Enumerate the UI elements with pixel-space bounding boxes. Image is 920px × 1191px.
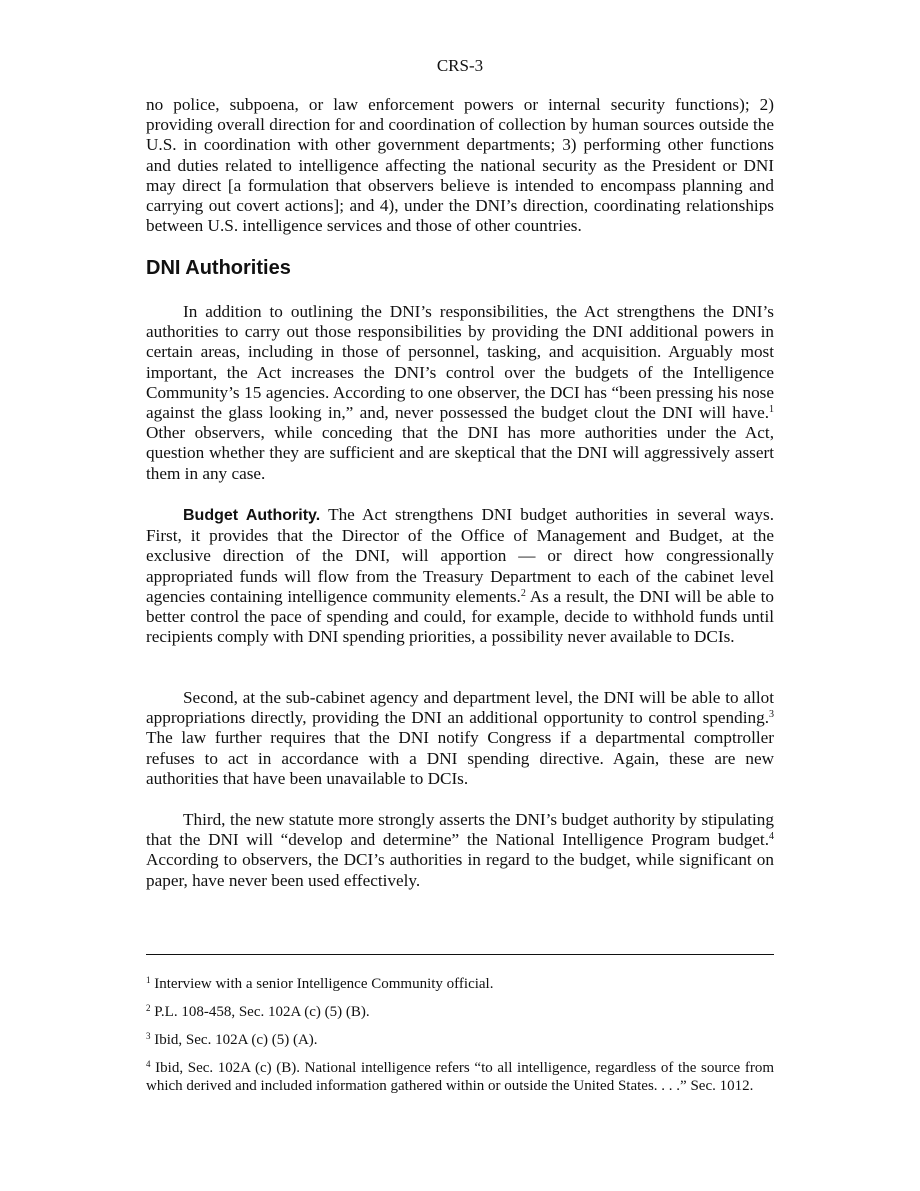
footnote-text: Interview with a senior Intelligence Community official. <box>150 976 494 992</box>
paragraph-text: The law further requires that the DNI notify Congress if a departmental comptroller refuses to act in accordance with a DNI spending directive. Again, these are new authorities that have been unavailable to DCIs. <box>146 728 774 788</box>
footnote-2 <box>146 1003 774 1021</box>
footnote-divider <box>146 954 774 955</box>
page-header: CRS-3 <box>436 56 484 75</box>
footnote-mark: 3 <box>146 1031 151 1041</box>
paragraph-budget-authority <box>146 505 774 647</box>
paragraph-text: As a result, the DNI will be able to better control the pace of spending and could, for example, decide to withhold funds until recipients comply with DNI spending priorities, a possibility never available to DCIs. <box>146 586 775 647</box>
paragraph-text: In addition to outlining the DNI’s responsibilities, the Act strengthens the DNI’s authorities to carry out those responsibilities by providing the DNI additional powers in certain areas, including in those of personnel, tasking, and acquisition. Arguably most important, the Act increases the DNI’s control over the budgets of the Intelligence Community’s 15 agencies. According to one observer, the DCI has “been pressing his nose against the glass looking in,” and, never possessed the budget clout the DNI will have. <box>146 302 774 423</box>
paragraph-text: Second, at the sub-cabinet agency and department level, the DNI will be able to allot appropriations directly, providing the DNI an additional opportunity to control spending. <box>146 688 774 728</box>
paragraph-second <box>146 688 774 789</box>
footnote-mark: 2 <box>146 1003 151 1013</box>
paragraph-continuation: no police, subpoena, or law enforcement powers or internal security functions); 2) providing overall direction for and coordination of collection by human sources outside the U.S. in coordination with other government departments; 3) performing other functions and duties related to intelligence affecting the national security as the President or DNI may direct [a formulation that observers believe is intended to encompass planning and carrying out covert actions]; and 4), under the DNI’s direction, coordinating relationships between U.S. intelligence services and those of other countries. <box>146 95 774 236</box>
footnote-mark: 4 <box>146 1059 151 1069</box>
footnote-4 <box>146 1059 774 1095</box>
footnote-ref-3[interactable]: 3 <box>769 709 774 721</box>
paragraph-text: According to observers, the DCI’s authorities in regard to the budget, while significant on paper, have never been used effectively. <box>146 850 774 890</box>
paragraph-text: The Act strengthens DNI budget authorities in several ways. First, it provides that the Director of the Office of Management and Budget, at the exclusive direction of the DNI, will apportion — or direct how congressionally appropriated funds will flow from the Treasury Department to each of the cabinet level agencies containing intelligence community elements. <box>146 505 774 606</box>
footnote-ref-1[interactable]: 1 <box>769 404 774 416</box>
footnote-3 <box>146 1031 774 1049</box>
paragraph-dni-authorities <box>146 302 774 484</box>
footnote-1 <box>146 975 774 993</box>
footnote-text: P.L. 108-458, Sec. 102A (c) (5) (B). <box>150 1004 370 1020</box>
footnote-text: Ibid, Sec. 102A (c) (5) (A). <box>150 1032 318 1048</box>
footnote-ref-2[interactable]: 2 <box>520 587 526 599</box>
footnote-ref-4[interactable]: 4 <box>769 831 774 843</box>
paragraph-text: Other observers, while conceding that the DNI has more authorities under the Act, question whether they are sufficient and are skeptical that the DNI will aggressively assert them in any case. <box>146 423 774 483</box>
footnote-mark: 1 <box>146 975 151 985</box>
footnote-text: Ibid, Sec. 102A (c) (B). National intelligence refers “to all intelligence, regardless of the source from which derived and included information gathered within or outside the United States. . . .” Sec. 1012. <box>146 1060 774 1094</box>
paragraph-third <box>146 810 774 891</box>
run-in-heading: Budget Authority. <box>183 507 321 524</box>
section-heading: DNI Authorities <box>146 257 291 279</box>
paragraph-text: Third, the new statute more strongly asserts the DNI’s budget authority by stipulating that the DNI will “develop and determine” the National Intelligence Program budget. <box>146 810 774 850</box>
